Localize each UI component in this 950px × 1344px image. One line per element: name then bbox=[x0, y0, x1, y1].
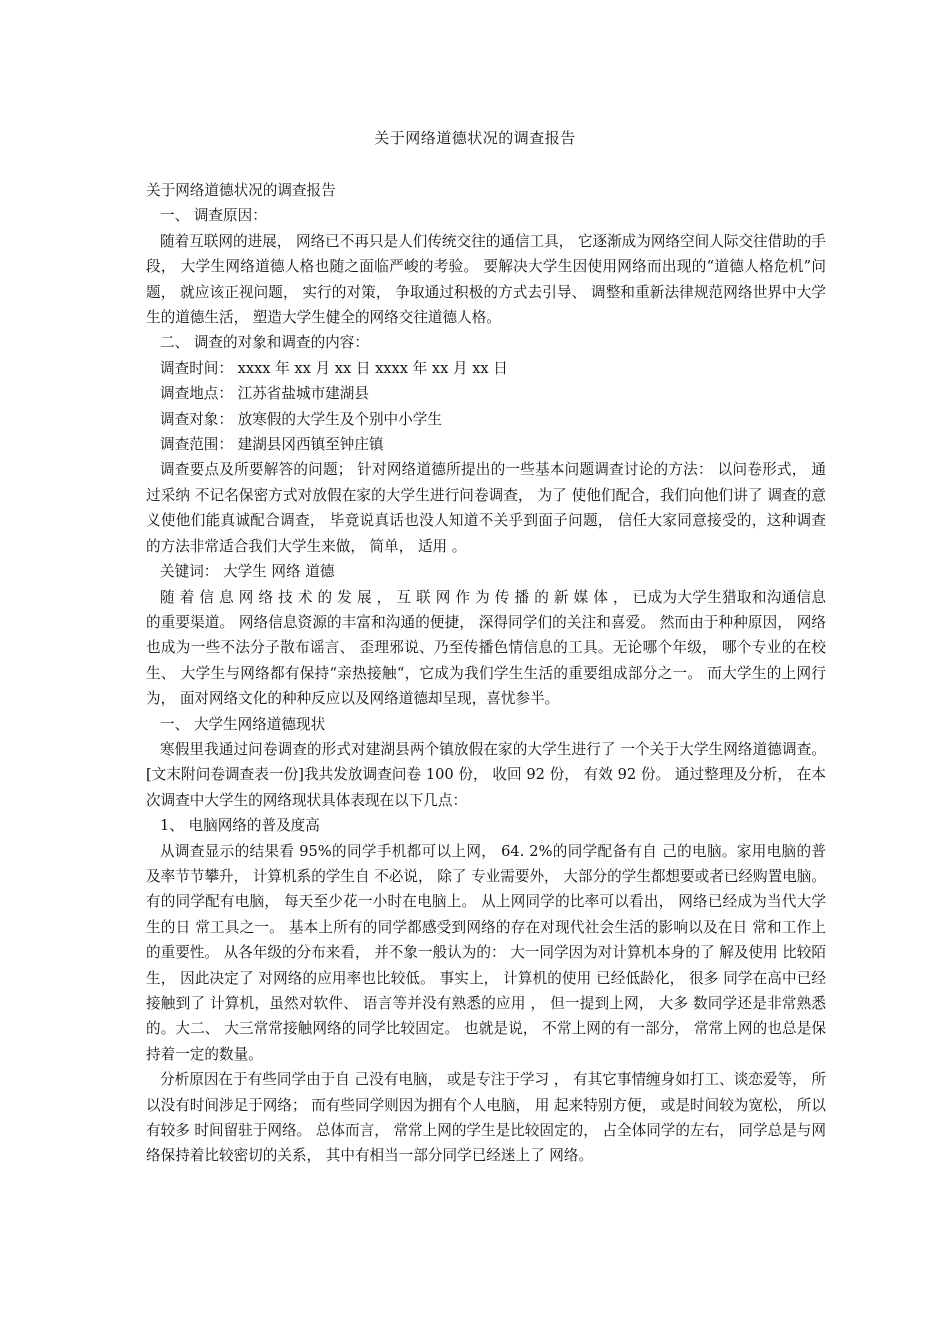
survey-scope: 调查范围： 建湖县冈西镇至钟庄镇 bbox=[160, 436, 384, 454]
subsection-heading-popularity: 1、 电脑网络的普及度高 bbox=[160, 817, 320, 835]
keywords: 关键词： 大学生 网络 道德 bbox=[160, 563, 335, 581]
survey-time: 调查时间： xxxx 年 xx 月 xx 日 xxxx 年 xx 月 xx 日 bbox=[160, 359, 508, 377]
document-body bbox=[146, 178, 826, 1169]
paragraph-method: 调查要点及所要解答的问题； 针对网络道德所提出的一些基本问题调查讨论的方法： 以问卷形式， 通过采纳 不记名保密方式对放假在家的大学生进行问卷调查， 为了 使他们配合，我们向他们讲了 调查的意义使他们能真诚配合调查， 毕竟说真话也没人知道不关乎到面子问题， 信任大家同意接受的，这种调查的方法非常适合我们大学生来做， 简单， 适用 。 bbox=[146, 461, 826, 555]
report-heading: 关于网络道德状况的调查报告 bbox=[146, 182, 336, 199]
paragraph-status: 寒假里我通过问卷调查的形式对建湖县两个镇放假在家的大学生进行了 一个关于大学生网络道德调查。 [文末附问卷调查表一份]我共发放调查问卷 100 份， 收回 92 份， 有效 92 份。 通过整理及分析， 在本次调查中大学生的网络现状具体表现在以下几点： bbox=[146, 740, 826, 809]
paragraph-reason: 随着互联网的进展， 网络已不再只是人们传统交往的通信工具， 它逐渐成为网络空间人际交往借助的手段， 大学生网络道德人格也随之面临严峻的考验。 要解决大学生因使用网络而出现的“道德人格危机”问题， 就应该正视问题， 实行的对策， 争取通过积极的方式去引导、 调整和重新法律规范网络世界中大学生的道德生活， 塑造大学生健全的网络交往道德人格。 bbox=[146, 232, 827, 327]
survey-object: 调查对象： 放寒假的大学生及个别中小学生 bbox=[160, 410, 442, 428]
document-title: 关于网络道德状况的调查报告 bbox=[374, 129, 576, 147]
paragraph-intro bbox=[146, 585, 826, 712]
section-heading-status: 一、 大学生网络道德现状 bbox=[160, 715, 326, 733]
survey-place: 调查地点： 江苏省盐城市建湖县 bbox=[160, 385, 369, 403]
paragraph-intro-rest: 已成为大学生猎取和沟通信息的重要渠道。 网络信息资源的丰富和沟通的便捷， 深得同学们的关注和喜爱。 然而由于种种原因， 网络也成为一些不法分子散布谣言、 歪理邪说、乃至传播色情信息的工具。无论哪个年级， 哪个专业的在校生、 大学生与网络都有保持“亲热接触“，它成为我们学生生活的重要组成部分之一。 而大学生的上网行为， 面对网络文化的种种反应以及网络道德却呈现，喜忧参半。 bbox=[146, 588, 826, 708]
section-heading-reason: 一、 调查原因： bbox=[160, 207, 267, 225]
section-heading-object: 二、 调查的对象和调查的内容： bbox=[160, 334, 369, 352]
paragraph-analysis: 分析原因在于有些同学由于自 己没有电脑， 或是专注于学习 ， 有其它事情缠身如打工、谈恋爱等， 所以没有时间涉足于网络； 而有些同学则因为拥有个人电脑， 用 起来特别方便， 或是时间较为宽松， 所以有较多 时间留驻于网络。 总体而言， 常常上网的学生是比较固定的， 占全体同学的左右， 同学总是与网络保持着比较密切的关系， 其中有相当一部分同学已经迷上了 网络。 bbox=[146, 1071, 826, 1165]
paragraph-popularity: 从调查显示的结果看 95%的同学手机都可以上网， 64. 2%的同学配备有自 己的电脑。家用电脑的普及率节节攀升， 计算机系的学生自 不必说， 除了 专业需要外， 大部分的学生都想要或者已经购置电脑。 有的同学配有电脑， 每天至少花一小时在电脑上。 从上网同学的比率可以看出， 网络已经成为当代大学生的日 常工具之一。 基本上所有的同学都感受到网络的存在对现代社会生活的影响以及在日 常和工作上的重要性。 从各年级的分布来看， 并不象一般认为的： 大一同学因为对计算机本身的了 解及使用 比较陌生， 因此决定了 对网络的应用率也比较低。 事实上， 计算机的使用 已经低龄化， 很多 同学在高中已经接触到了 计算机，虽然对软件、 语言等并没有熟悉的应用 ， 但一提到上网， 大多 数同学还是非常熟悉的。大二、 大三常常接触网络的同学比较固定。 也就是说， 不常上网的有一部分， 常常上网的也总是保持着一定的数量。 bbox=[146, 842, 826, 1063]
paragraph-intro-spaced: 随着信息网络技术的发展，互联网作为传播的新媒体， bbox=[160, 588, 633, 606]
